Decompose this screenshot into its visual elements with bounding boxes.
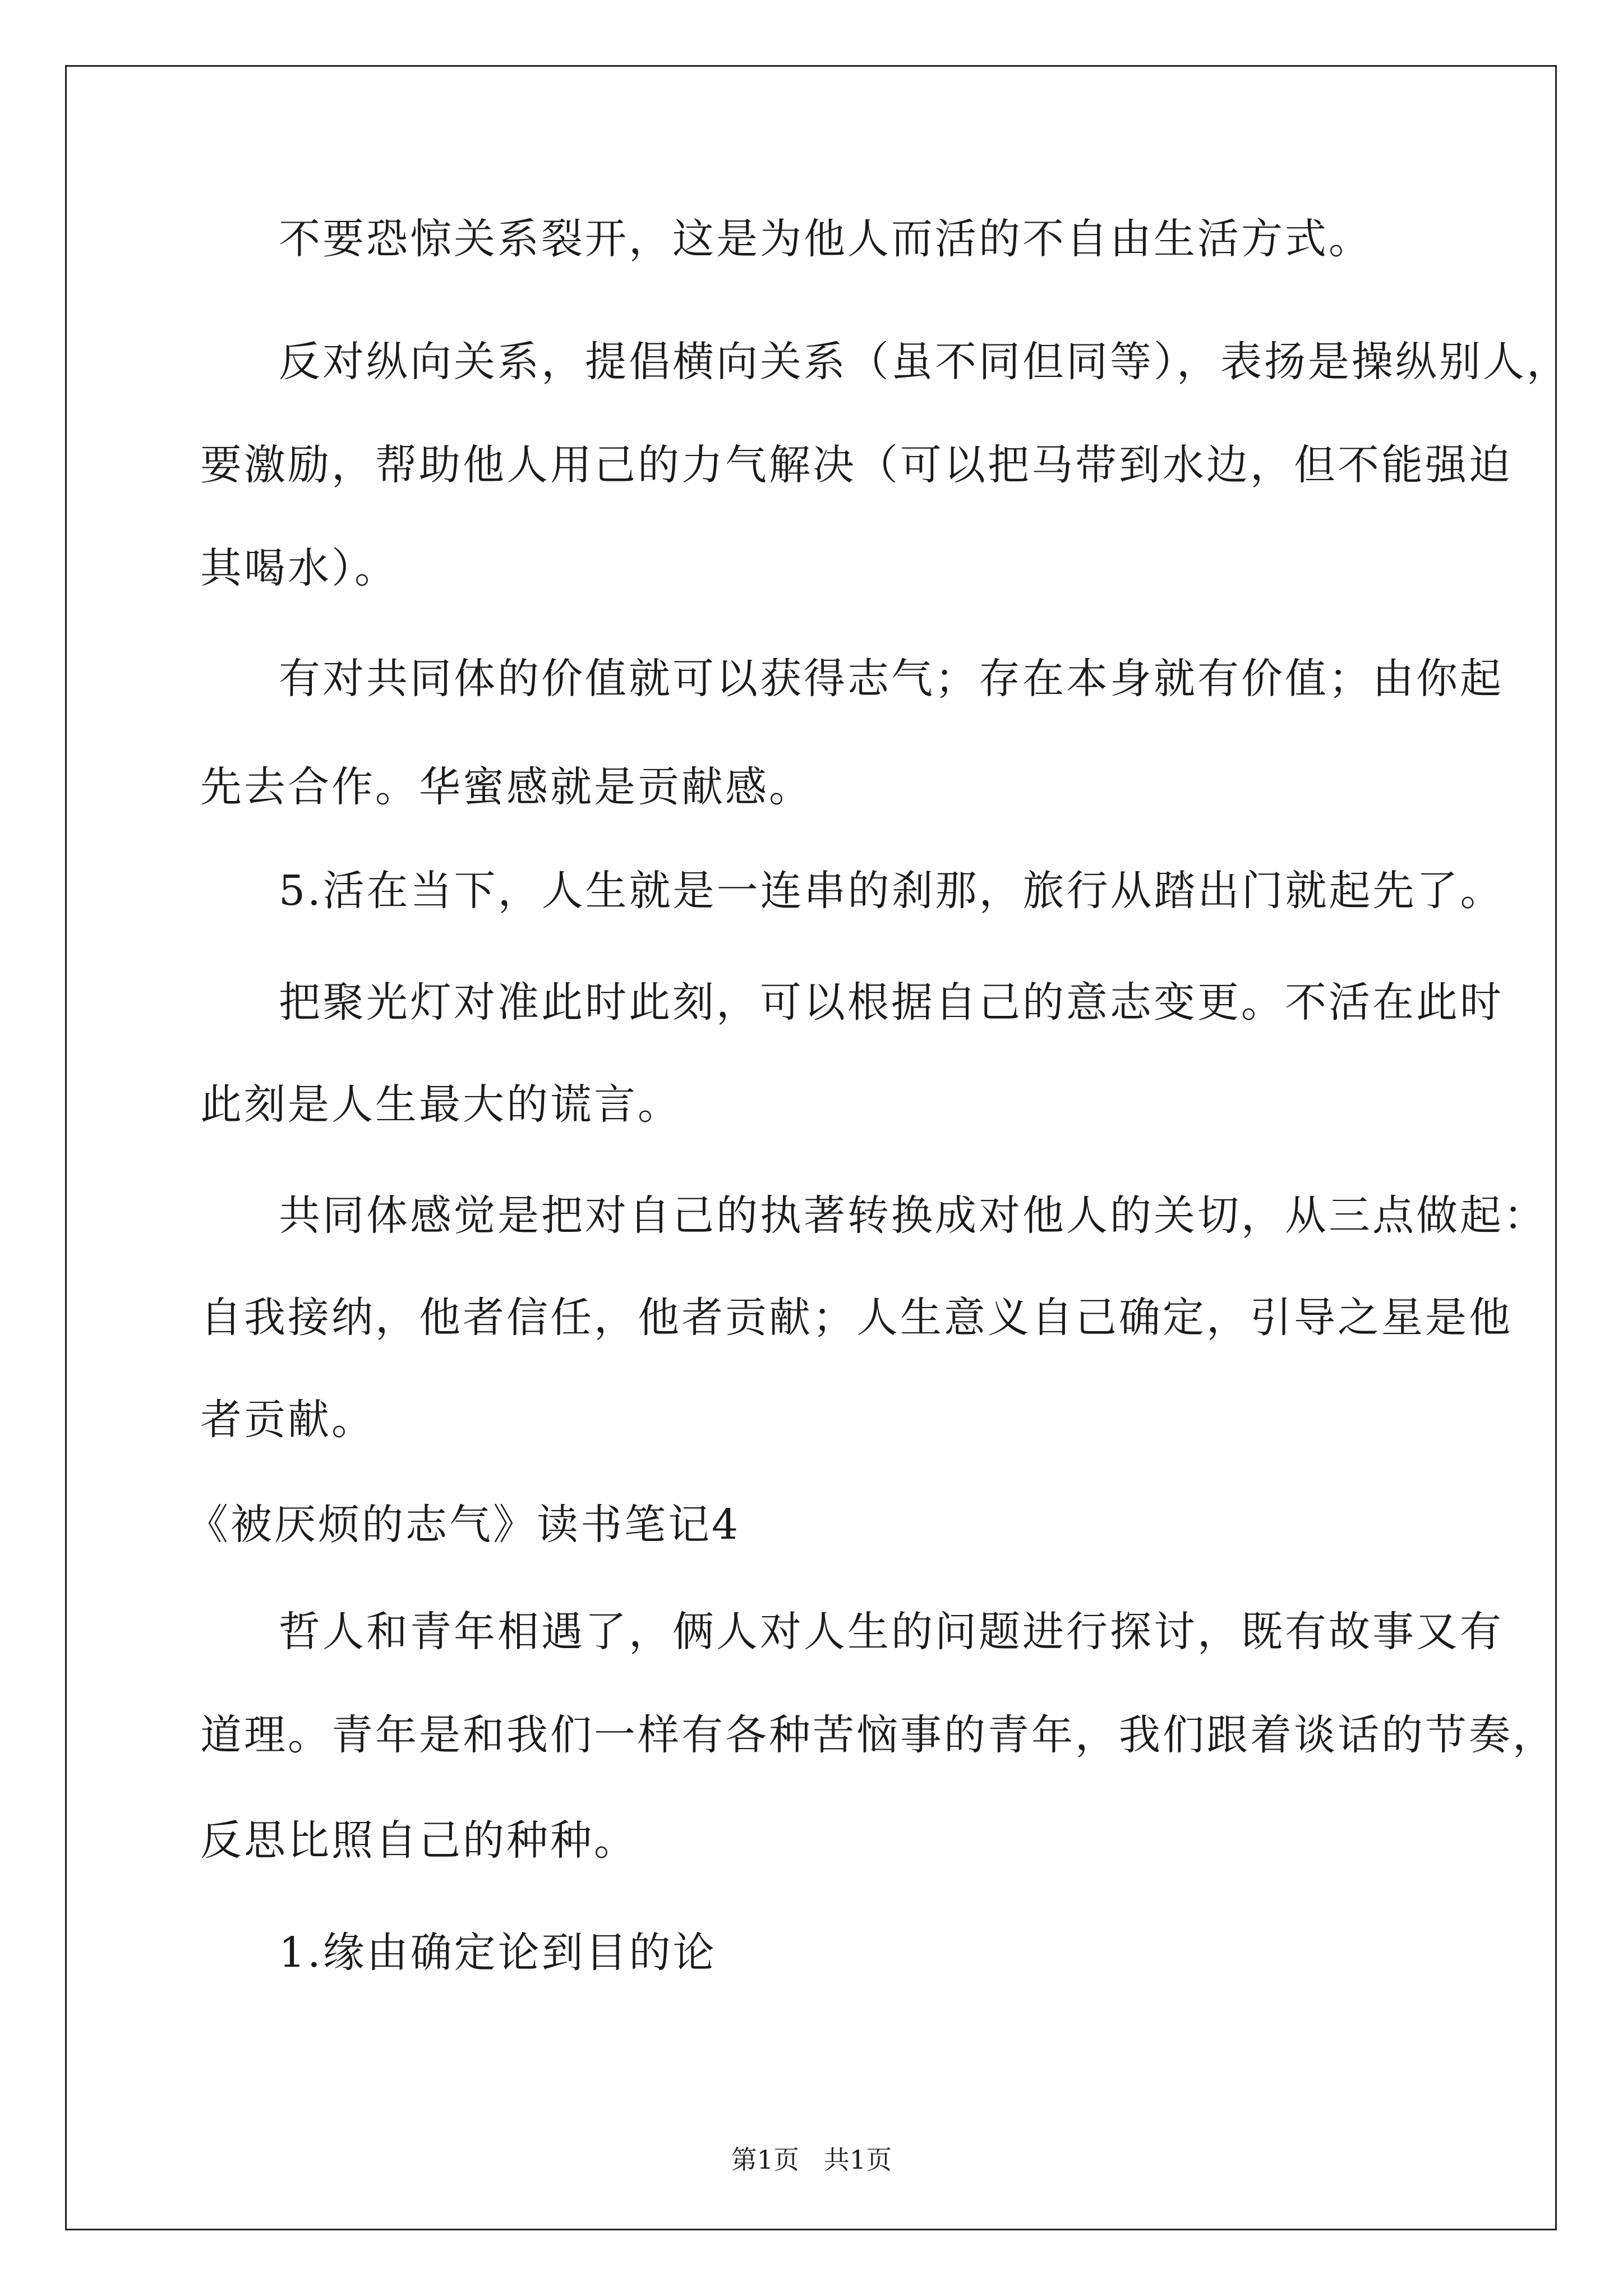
- paragraph-line: 先去合作。华蜜感就是贡献感。: [200, 763, 813, 811]
- paragraph-line: 者贡献。: [200, 1396, 375, 1444]
- paragraph-line: 此刻是人生最大的谎言。: [200, 1080, 681, 1129]
- paragraph-line: 要激励，帮助他人用己的力气解决（可以把马带到水边，但不能强迫: [200, 441, 1513, 489]
- paragraph-line: 把聚光灯对准此时此刻，可以根据自己的意志变更。不活在此时: [279, 978, 1504, 1027]
- section-heading: 《被厌烦的志气》读书笔记4: [187, 1501, 741, 1549]
- paragraph-line: 道理。青年是和我们一样有各种苦恼事的青年，我们跟着谈话的节奏，: [200, 1711, 1556, 1759]
- paragraph-line: 有对共同体的价值就可以获得志气；存在本身就有价值；由你起: [279, 655, 1504, 703]
- page-border: [65, 65, 1557, 2230]
- page-footer: 第1页 共1页: [731, 2145, 892, 2175]
- paragraph-line: 其喝水）。: [200, 544, 398, 592]
- paragraph-line: 不要恐惊关系裂开，这是为他人而活的不自由生活方式。: [279, 215, 1372, 263]
- paragraph-line: 反思比照自己的种种。: [200, 1816, 638, 1865]
- paragraph-line: 反对纵向关系，提倡横向关系（虽不同但同等），表扬是操纵别人，: [279, 338, 1570, 386]
- paragraph-line: 共同体感觉是把对自己的执著转换成对他人的关切，从三点做起：: [279, 1191, 1547, 1240]
- paragraph-line: 1.缘由确定论到目的论: [279, 1929, 717, 1977]
- paragraph-line: 5.活在当下，人生就是一连串的刹那，旅行从踏出门就起先了。: [279, 867, 1504, 915]
- paragraph-line: 哲人和青年相遇了，俩人对人生的问题进行探讨，既有故事又有: [279, 1608, 1504, 1656]
- paragraph-line: 自我接纳，他者信任，他者贡献；人生意义自己确定，引导之星是他: [200, 1294, 1513, 1342]
